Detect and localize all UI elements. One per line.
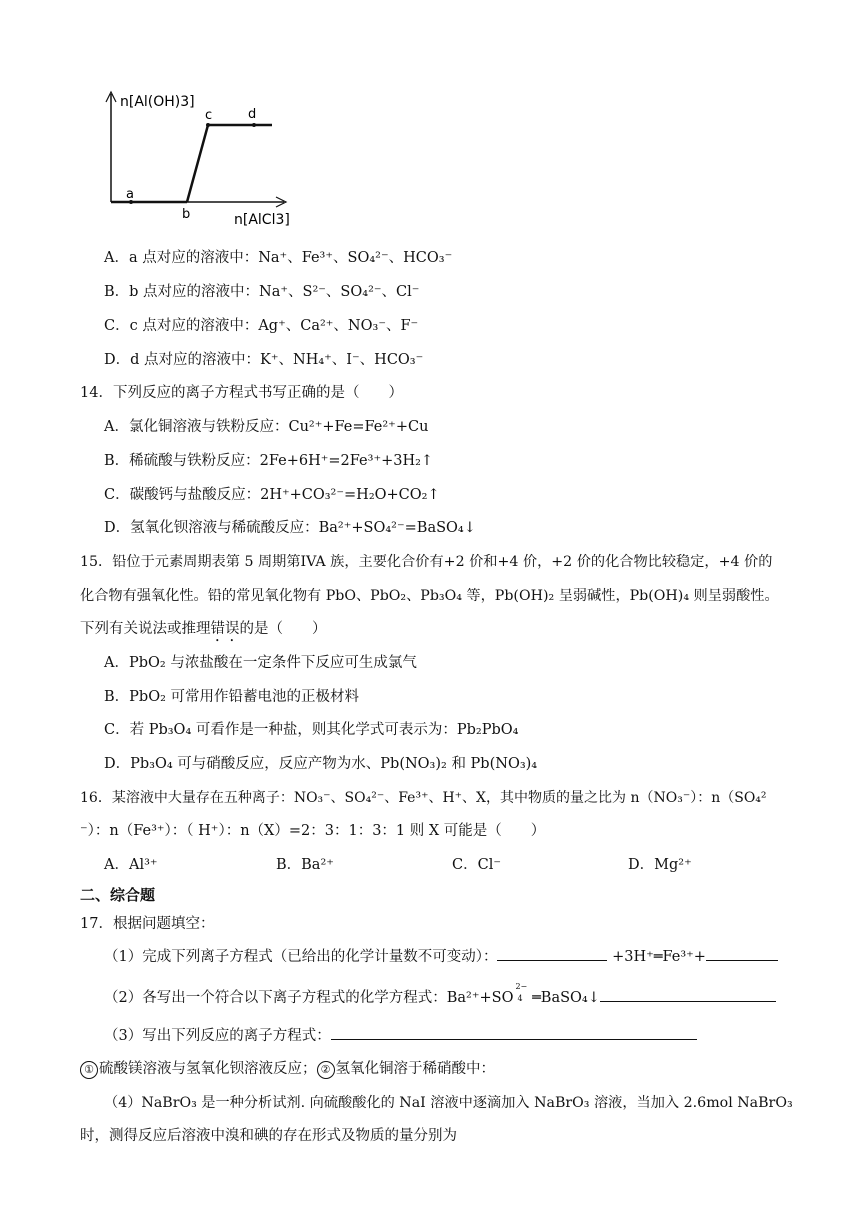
q14-option-d: D．氢氧化钡溶液与稀硫酸反应：Ba²⁺+SO₄²⁻=BaSO₄↓ bbox=[104, 520, 476, 536]
point-d-label: d bbox=[248, 107, 257, 122]
q16-option-a: A．Al³⁺ bbox=[104, 857, 158, 873]
q17-part2-post: ═BaSO₄↓ bbox=[527, 990, 600, 1006]
q17-part2-blank[interactable] bbox=[600, 987, 776, 1002]
circled-one: ① bbox=[80, 1061, 98, 1079]
curve-bc bbox=[187, 125, 208, 202]
q17-part4-line1: （4）NaBrO₃ 是一种分析试剂. 向硫酸酸化的 NaI 溶液中逐滴加入 NaBrO₃ 溶液，当加入 2.6mol NaBrO₃ bbox=[104, 1095, 793, 1111]
q17-part3 bbox=[104, 1025, 697, 1046]
q17-part2 bbox=[104, 984, 776, 1008]
point-b-label: b bbox=[182, 207, 191, 222]
sulfate-subscript: 4 bbox=[517, 994, 523, 1003]
point-d-dot bbox=[252, 123, 256, 127]
q15-stem-line2: 化合物有强氧化性。铅的常见氧化物有 PbO、PbO₂、Pb₃O₄ 等，Pb(OH)₂ 呈弱碱性，Pb(OH)₄ 则呈弱酸性。 bbox=[80, 588, 779, 604]
q16-stem-line1: 16．某溶液中大量存在五种离子：NO₃⁻、SO₄²⁻、Fe³⁺、H⁺、X，其中物质的量之比为 n（NO₃⁻）：n（SO₄² bbox=[80, 790, 767, 806]
q13-option-c: C．c 点对应的溶液中：Ag⁺、Ca²⁺、NO₃⁻、F⁻ bbox=[104, 318, 419, 334]
q15-option-d: D．Pb₃O₄ 可与硝酸反应，反应产物为水、Pb(NO₃)₂ 和 Pb(NO₃)₄ bbox=[104, 756, 538, 772]
q14-stem: 14．下列反应的离子方程式书写正确的是（ ） bbox=[80, 385, 403, 401]
q15-stem-line3 bbox=[80, 619, 327, 645]
q16-stem-line2: ⁻）：n（Fe³⁺）：（ H⁺）：n（X）=2：3：1：3：1 则 X 可能是（ ） bbox=[80, 823, 546, 839]
point-c-dot bbox=[206, 123, 210, 127]
point-c-label: c bbox=[205, 108, 213, 123]
circled-two: ② bbox=[317, 1061, 335, 1079]
q15-stem-emphasis: 错误 bbox=[210, 621, 240, 637]
q15-stem-pre: 下列有关说法或推理 bbox=[80, 621, 211, 637]
q13-option-a: A．a 点对应的溶液中：Na⁺、Fe³⁺、SO₄²⁻、HCO₃⁻ bbox=[104, 250, 453, 266]
q17-part3-items bbox=[80, 1059, 495, 1079]
q16-option-d: D．Mg²⁺ bbox=[628, 857, 692, 873]
q17-part3-item2: 氢氧化铜溶于稀硝酸中： bbox=[335, 1061, 495, 1077]
q15-stem-post: 的是（ ） bbox=[239, 621, 327, 637]
x-axis-label: n[AlCl3] bbox=[234, 212, 290, 228]
q16-option-c: C．Cl⁻ bbox=[452, 857, 501, 873]
q17-part1-blank2[interactable] bbox=[706, 946, 778, 961]
q17-part3-text: （3）写出下列反应的离子方程式： bbox=[104, 1028, 331, 1044]
q15-option-c: C．若 Pb₃O₄ 可看作是一种盐，则其化学式可表示为：Pb₂PbO₄ bbox=[104, 722, 519, 738]
q17-part1 bbox=[104, 946, 778, 967]
y-axis-label: n[Al(OH)3] bbox=[120, 94, 195, 110]
q16-option-b: B．Ba²⁺ bbox=[276, 857, 334, 873]
q17-part3-item1: 硫酸镁溶液与氢氧化钡溶液反应； bbox=[99, 1061, 317, 1077]
q17-part1-blank1[interactable] bbox=[497, 946, 607, 961]
q17-part4-line2: 时，测得反应后溶液中溴和碘的存在形式及物质的量分别为 bbox=[80, 1128, 457, 1144]
sulfate-charge-stack bbox=[513, 984, 527, 1004]
q15-option-a: A．PbO₂ 与浓盐酸在一定条件下反应可生成氯气 bbox=[104, 655, 417, 671]
q17-part1-text: （1）完成下列离子方程式（已给出的化学计量数不可变动）： bbox=[104, 949, 498, 965]
q15-option-b: B．PbO₂ 可常用作铅蓄电池的正极材料 bbox=[104, 689, 360, 705]
section-heading: 二、综合题 bbox=[80, 886, 156, 904]
q17-part3-blank[interactable] bbox=[331, 1025, 697, 1040]
q14-option-c: C．碳酸钙与盐酸反应：2H⁺+CO₃²⁻=H₂O+CO₂↑ bbox=[104, 487, 440, 503]
q14-option-b: B．稀硫酸与铁粉反应：2Fe+6H⁺=2Fe³⁺+3H₂↑ bbox=[104, 453, 434, 469]
q13-option-d: D．d 点对应的溶液中：K⁺、NH₄⁺、I⁻、HCO₃⁻ bbox=[104, 352, 424, 368]
q17-part1-mid: +3H⁺═Fe³⁺+ bbox=[607, 949, 706, 965]
q15-stem-line1: 15．铅位于元素周期表第 5 周期第IVA 族，主要化合价有+2 价和+4 价，+2 价的化合物比较稳定，+4 价的 bbox=[80, 554, 773, 570]
q17-part2-text: （2）各写出一个符合以下离子方程式的化学方程式：Ba²⁺+SO bbox=[104, 990, 514, 1006]
q14-option-a: A．氯化铜溶液与铁粉反应：Cu²⁺+Fe=Fe²⁺+Cu bbox=[104, 419, 429, 435]
sulfate-charge: 2− bbox=[515, 982, 528, 991]
q13-option-b: B．b 点对应的溶液中：Na⁺、S²⁻、SO₄²⁻、Cl⁻ bbox=[104, 284, 420, 300]
q17-stem: 17．根据问题填空： bbox=[80, 916, 215, 932]
aluminum-hydroxide-graph bbox=[96, 84, 306, 230]
point-a-label: a bbox=[126, 187, 134, 202]
